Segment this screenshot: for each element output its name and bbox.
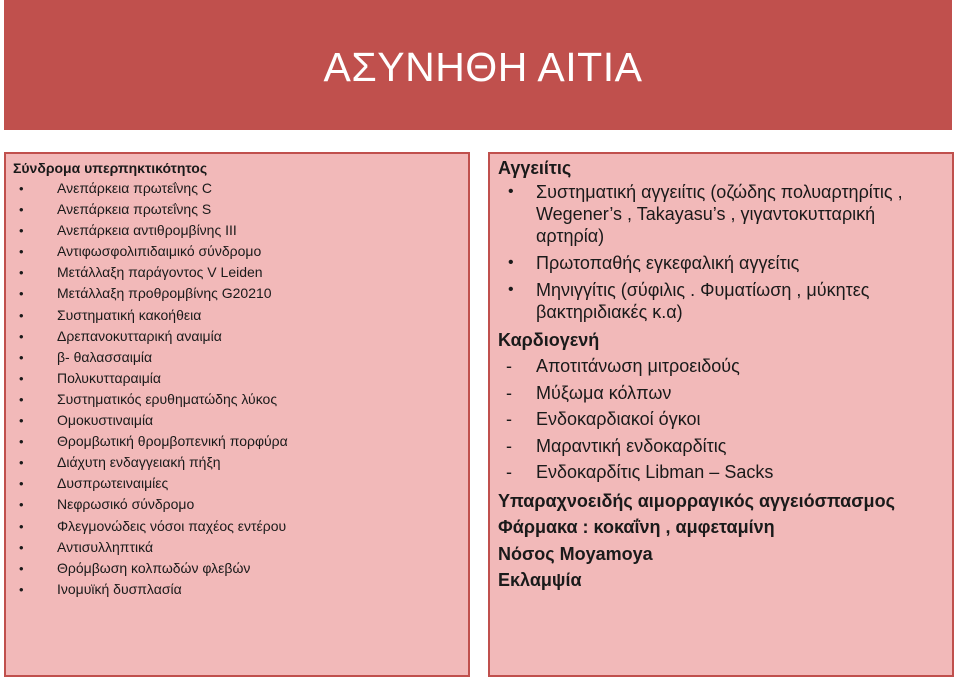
list-item: • Πρωτοπαθής εγκεφαλική αγγείτις [498,252,952,274]
list-item: • Διάχυτη ενδαγγειακή πήξη [13,452,468,473]
list-item: • Ομοκυστιναιμία [13,410,468,431]
hypercoagulability-list [13,178,468,600]
list-item: • Δυσπρωτειναιμίες [13,473,468,494]
drugs-line: Φάρμακα : κοκαΐνη , αμφεταμίνη [498,517,775,537]
list-item: • Ανεπάρκεια αντιθρομβίνης ΙΙΙ [13,220,468,241]
list-item: - Αποτιτάνωση μιτροειδούς [498,355,952,377]
subarachnoid-vasospasm-line: Υπαραχνοειδής αιμορραγικός αγγειόσπασμος [498,490,895,511]
left-panel-heading: Σύνδρομα υπερπηκτικότητος [13,160,208,176]
list-item: • Συστηματική κακοήθεια [13,305,468,326]
list-item: • Ανεπάρκεια πρωτεΐνης C [13,178,468,199]
moyamoya-line: Νόσος Moyamoya [498,543,653,564]
cardiogenic-heading: Καρδιογενή [498,330,600,350]
list-item: • Δρεπανοκυτταρική αναιμία [13,326,468,347]
vasculitis-heading: Αγγειίτις [498,158,572,178]
list-item: • Ανεπάρκεια πρωτεΐνης S [13,199,468,220]
list-item: • Μετάλλαξη παράγοντος V Leiden [13,262,468,283]
list-item: • Αντισυλληπτικά [13,537,468,558]
list-item: • Συστηματικός ερυθηματώδης λύκος [13,389,468,410]
list-item: • Μετάλλαξη προθρομβίνης G20210 [13,283,468,304]
list-item: • Συστηματική αγγειίτις (οζώδης πολυαρτηρίτις , Wegener’s , Takayasu’s , γιγαντοκυτταρική αρτηρία) [498,181,952,247]
list-item: • Μηνιγγίτις (σύφιλις . Φυματίωση , μύκητες βακτηριδιακές κ.α) [498,279,952,323]
list-item: • Φλεγμονώδεις νόσοι παχέος εντέρου [13,516,468,537]
list-item: • β- θαλασσαιμία [13,347,468,368]
vasculitis-list [498,181,952,323]
list-item: - Μύξωμα κόλπων [498,382,952,404]
cardiogenic-list [498,355,952,483]
title-bar [4,0,952,130]
list-item: • Θρομβωτική θρομβοπενική πορφύρα [13,431,468,452]
list-item: • Νεφρωσικό σύνδρομο [13,494,468,515]
slide-title: ΑΣΥΝΗΘΗ ΑΙΤΙΑ [323,43,643,90]
list-item: - Ενδοκαρδίτις Libman – Sacks [498,461,952,483]
list-item: • Πολυκυτταραιμία [13,368,468,389]
eclampsia-line: Εκλαμψία [498,570,582,590]
right-panel [488,152,954,677]
list-item: - Ενδοκαρδιακοί όγκοι [498,408,952,430]
list-item: • Θρόμβωση κολπωδών φλεβών [13,558,468,579]
list-item: - Μαραντική ενδοκαρδίτις [498,435,952,457]
left-panel [4,152,470,677]
list-item: • Αντιφωσφολιπιδαιμικό σύνδρομο [13,241,468,262]
list-item: • Ινομυϊκή δυσπλασία [13,579,468,600]
